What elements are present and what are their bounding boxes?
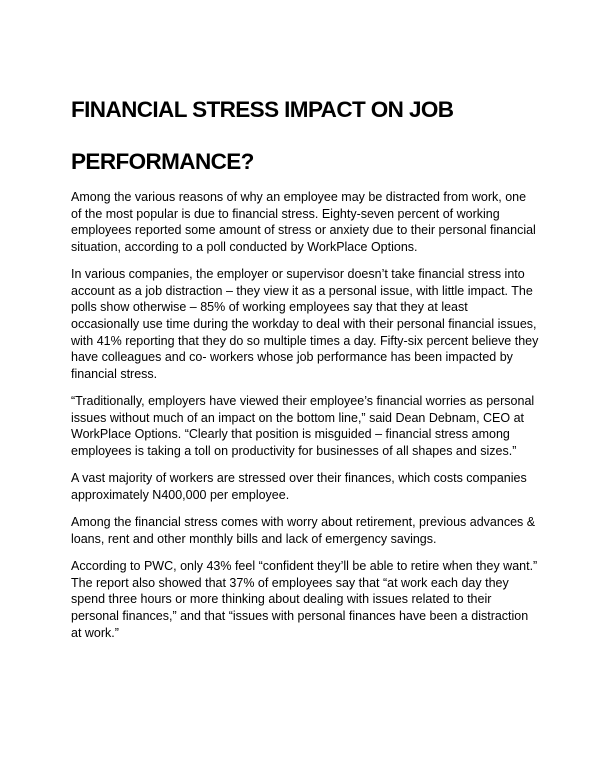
paragraph-cost-per-employee: A vast majority of workers are stressed over their finances, which costs companies approximately N400,000 per employee. <box>71 471 527 502</box>
paragraph-worry-sources: Among the financial stress comes with worry about retirement, previous advances & loans, rent and other monthly bills and lack of emergency savings. <box>71 515 536 546</box>
paragraph-financial-stress-intro: Among the various reasons of why an employee may be distracted from work, one of the most popular is due to financial stress. Eighty-seven percent of working employees reported some amount of stress or anxiety due to their personal financial situation, according to a poll conducted by WorkPlace Options. <box>71 190 536 254</box>
paragraph-pwc-report: According to PWC, only 43% feel “confident they’ll be able to retire when they want.” The report also showed that 37% of employees say that “at work each day they spend three hours or more thinking about dealing with issues related to their personal finances,” and that “issues with personal finances have been a distraction at work.” <box>71 559 538 640</box>
paragraph-ceo-quote: “Traditionally, employers have viewed their employee’s financial worries as personal issues without much of an impact on the bottom line,” said Dean Debnam, CEO at WorkPlace Options. “Clearly that position is misguided – financial stress among employees is taking a toll on productivity for businesses of all shapes and sizes.” <box>71 394 535 458</box>
document-title-line-1: FINANCIAL STRESS IMPACT ON JOB <box>71 97 454 122</box>
document-body <box>71 189 539 652</box>
document-title-line-2: PERFORMANCE? <box>71 149 254 174</box>
paragraph-employer-view: In various companies, the employer or supervisor doesn’t take financial stress into account as a job distraction – they view it as a personal issue, with little impact. The polls show otherwise – 85% of working employees say that they at least occasionally use time during the workday to deal with their personal financial issues, with 41% reporting that they do so multiple times a day. Fifty-six percent believe they have colleagues and co- workers whose job performance has been impacted by financial stress. <box>71 267 539 381</box>
